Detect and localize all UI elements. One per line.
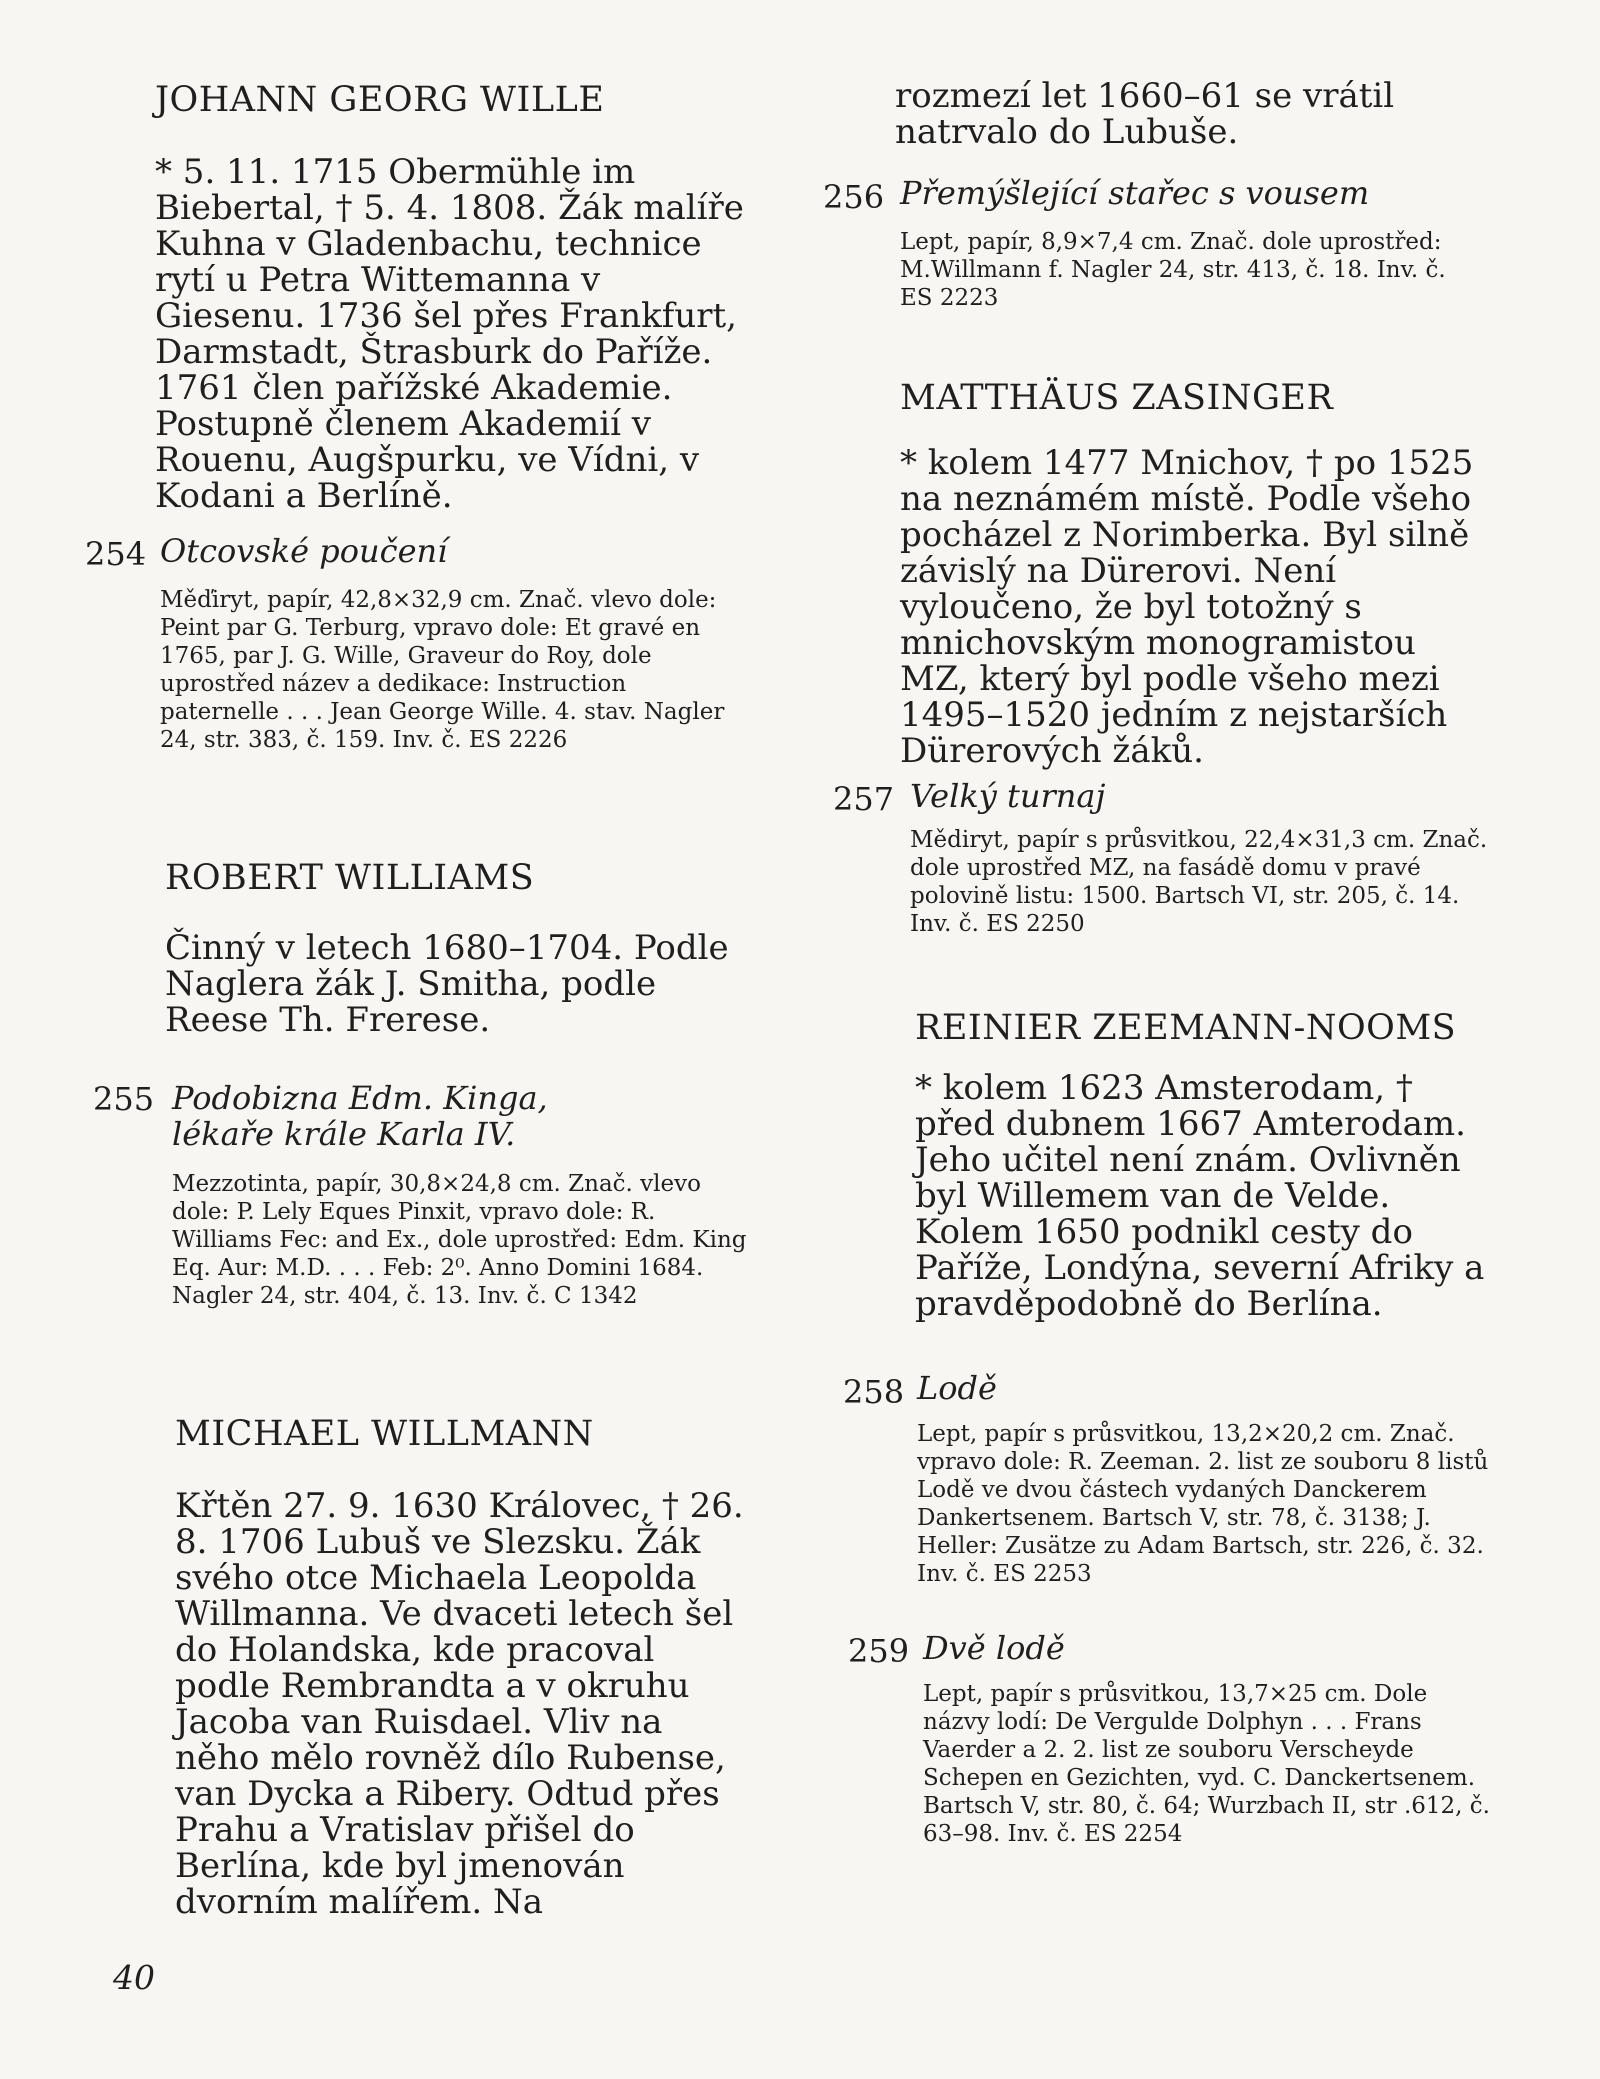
entry-number-254: 254	[85, 535, 147, 573]
entry-number-256: 256	[823, 178, 885, 216]
artist-bio-zeemann: * kolem 1623 Amsterodam, † před dubnem 1667 Amterodam. Jeho učitel není znám. Ovlivněn byl Willemem van de Velde. Kolem 1650 podnikl cesty do Paříže, Londýna, severní Afriky a pravděpodobně do Berlína.	[915, 1068, 1485, 1324]
artist-bio-williams: Činný v letech 1680–1704. Podle Naglera žák J. Smitha, podle Reese Th. Frerese.	[165, 928, 729, 1040]
artist-heading-williams: ROBERT WILLIAMS	[165, 858, 535, 898]
artist-heading-zasinger: MATTHÄUS ZASINGER	[900, 378, 1334, 418]
entry-description-254: Měďiryt, papír, 42,8×32,9 cm. Znač. vlevo dole: Peint par G. Terburg, vpravo dole: Et gravé en 1765, par J. G. Wille, Graveur do Roy, dole uprostřed název a dedikace: Instruction paternelle . . . Jean George Wille. 4. stav. Nagler 24, str. 383, č. 159. Inv. č. ES 2226	[160, 587, 725, 753]
artist-heading-willmann: MICHAEL WILLMANN	[175, 1414, 594, 1454]
artist-bio-willmann: Křtěn 27. 9. 1630 Královec, † 26. 8. 1706 Lubuš ve Slezsku. Žák svého otce Michaela Leopolda Willmanna. Ve dvaceti letech šel do Holandska, kde pracoval podle Rembrandta a v okruhu Jacoba van Ruisdael. Vliv na něho mělo rovněž dílo Rubense, van Dycka a Ribery. Odtud přes Prahu a Vratislav přišel do Berlína, kde byl jmenován dvorním malířem. Na	[175, 1486, 744, 1922]
artist-bio-zasinger: * kolem 1477 Mnichov, † po 1525 na neznámém místě. Podle všeho pocházel z Norimberka. Byl silně závislý na Dürerovi. Není vyloučeno, že byl totožný s mnichovským monogramistou MZ, který byl podle všeho mezi 1495–1520 jedním z nejstarších Dürerových žáků.	[900, 443, 1474, 771]
entry-description-257: Mědiryt, papír s průsvitkou, 22,4×31,3 cm. Znač. dole uprostřed MZ, na fasádě domu v pravé polovině listu: 1500. Bartsch VI, str. 205, č. 14. Inv. č. ES 2250	[910, 827, 1488, 937]
page-number: 40	[113, 1958, 155, 1997]
entry-title-257: Velký turnaj	[910, 777, 1106, 815]
entry-description-255: Mezzotinta, papír, 30,8×24,8 cm. Znač. vlevo dole: P. Lely Eques Pinxit, vpravo dole: R. Williams Fec: and Ex., dole uprostřed: Edm. King Eq. Aur: M.D. . . . Feb: 2⁰. Anno Domini 1684. Nagler 24, str. 404, č. 13. Inv. č. C 1342	[172, 1171, 747, 1309]
entry-number-255: 255	[93, 1080, 155, 1118]
entry-description-258: Lept, papír s průsvitkou, 13,2×20,2 cm. Znač. vpravo dole: R. Zeeman. 2. list ze souboru 8 listů Lodě ve dvou částech vydaných Danckerem Dankertsenem. Bartsch V, str. 78, č. 3138; J. Heller: Zusätze zu Adam Bartsch, str. 226, č. 32. Inv. č. ES 2253	[917, 1421, 1489, 1587]
entry-number-259: 259	[848, 1632, 910, 1670]
entry-title-256: Přemýšlející stařec s vousem	[900, 174, 1370, 212]
entry-title-258: Lodě	[917, 1369, 997, 1407]
entry-number-258: 258	[843, 1373, 905, 1411]
entry-description-256: Lept, papír, 8,9×7,4 cm. Znač. dole uprostřed: M.Willmann f. Nagler 24, str. 413, č. 18. Inv. č. ES 2223	[900, 229, 1446, 311]
entry-description-259: Lept, papír s průsvitkou, 13,7×25 cm. Dole názvy lodí: De Vergulde Dolphyn . . . Frans Vaerder a 2. 2. list ze souboru Verscheyde Schepen en Gezichten, vyd. C. Danckertsenem. Bartsch V, str. 80, č. 64; Wurzbach II, str .612, č. 63–98. Inv. č. ES 2254	[923, 1681, 1490, 1847]
artist-heading-wille: JOHANN GEORG WILLE	[155, 80, 605, 120]
artist-heading-zeemann: REINIER ZEEMANN-NOOMS	[915, 1008, 1457, 1048]
entry-title-254: Otcovské poučení	[160, 532, 448, 570]
entry-title-259: Dvě lodě	[923, 1629, 1065, 1667]
entry-title-255: Podobizna Edm. Kinga, lékaře krále Karla IV.	[172, 1079, 548, 1153]
entry-number-257: 257	[833, 780, 895, 818]
artist-bio-wille: * 5. 11. 1715 Obermühle im Biebertal, † 5. 4. 1808. Žák malíře Kuhna v Gladenbachu, technice rytí u Petra Wittemanna v Giesenu. 1736 šel přes Frankfurt, Darmstadt, Štrasburk do Paříže. 1761 člen pařížské Akademie. Postupně členem Akademií v Rouenu, Augšpurku, ve Vídni, v Kodani a Berlíně.	[155, 152, 744, 516]
artist-bio-willmann-continued: rozmezí let 1660–61 se vrátil natrvalo do Lubuše.	[895, 76, 1395, 152]
